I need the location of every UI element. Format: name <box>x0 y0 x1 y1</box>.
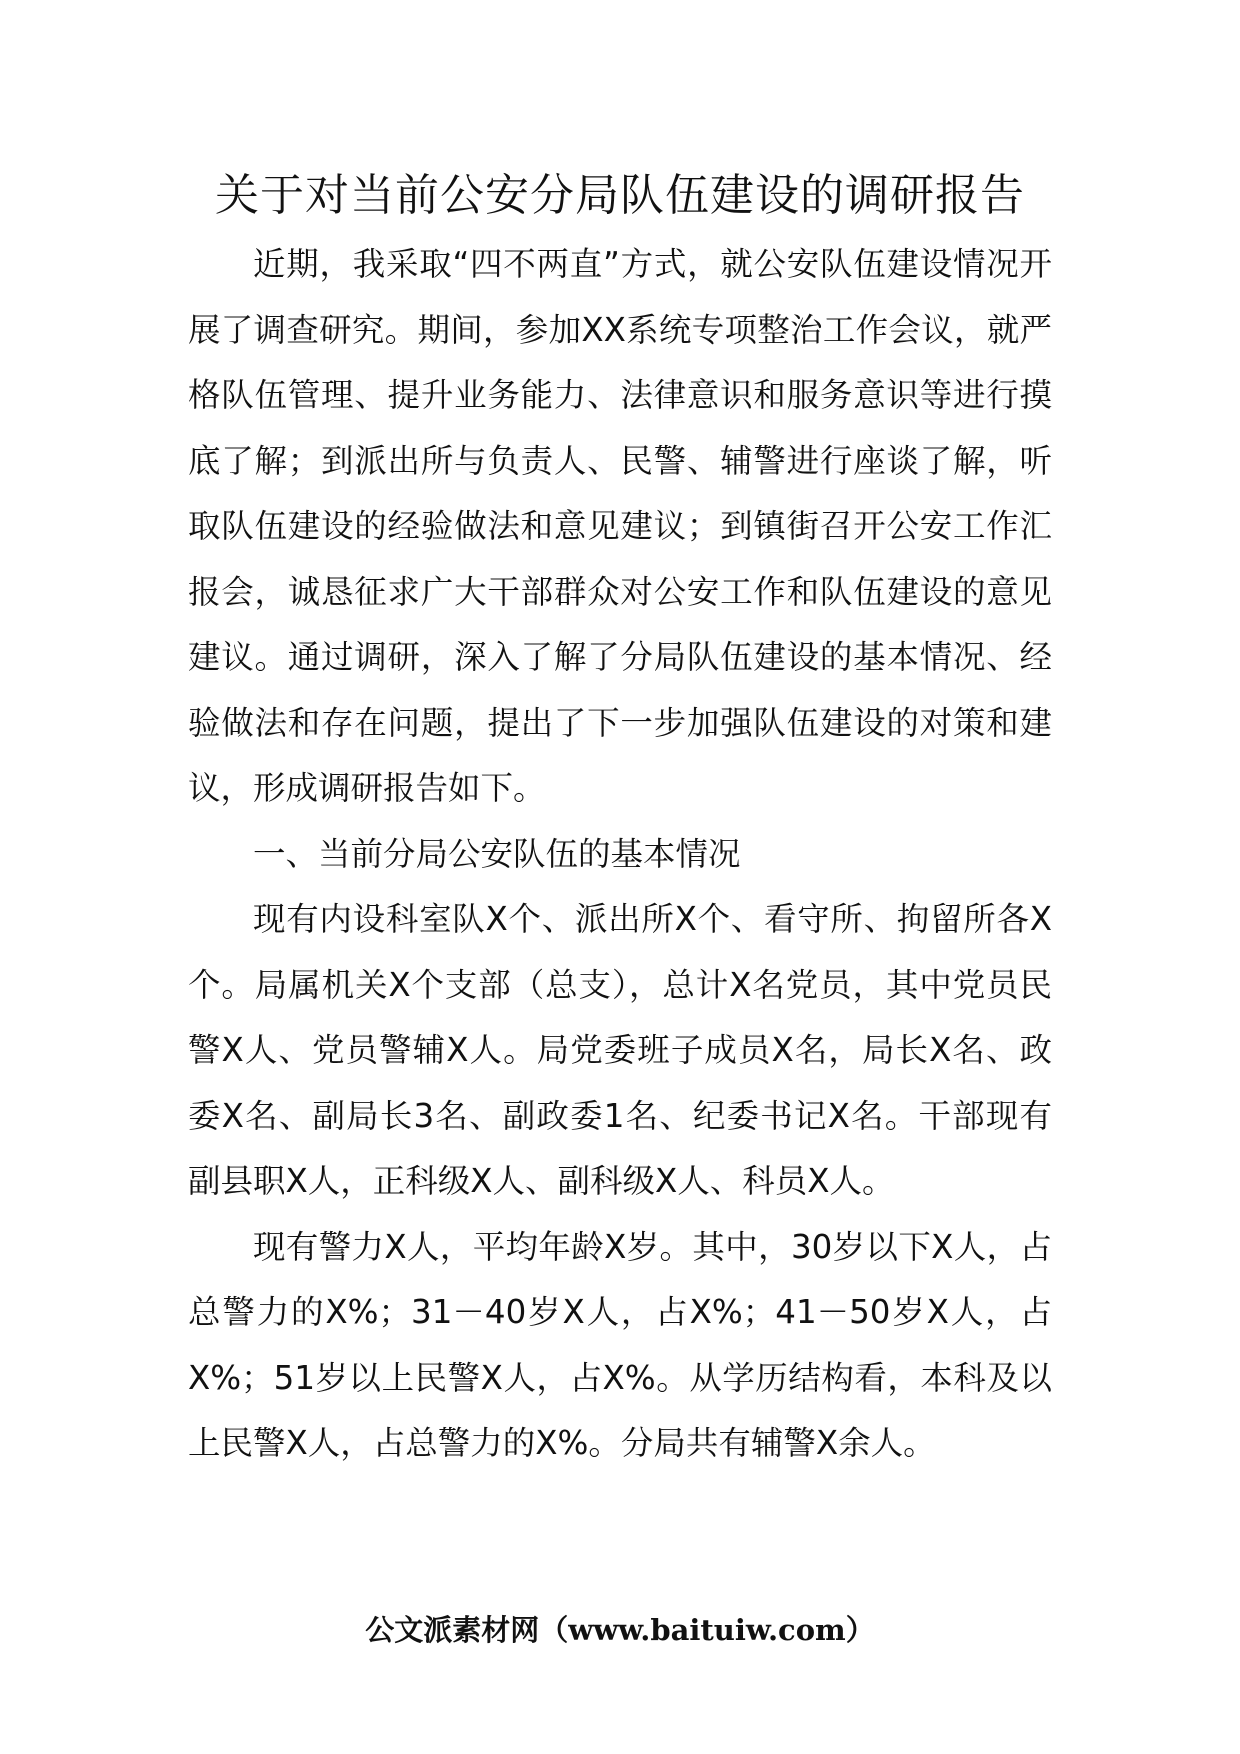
body-paragraph-organization: 现有内设科室队X个、派出所X个、看守所、拘留所各X个。局属机关X个支部（总支），总计X名党员，其中党员民警X人、党员警辅X人。局党委班子成员X名，局长X名、政委X名、副局长3名、副政委1名、纪委书记X名。干部现有副县职X人，正科级X人、副科级X人、科员X人。 <box>188 900 1052 1200</box>
intro-paragraph: 近期，我采取“四不两直”方式，就公安队伍建设情况开展了调查研究。期间，参加XX系统专项整治工作会议，就严格队伍管理、提升业务能力、法律意识和服务意识等进行摸底了解；到派出所与负责人、民警、辅警进行座谈了解，听取队伍建设的经验做法和意见建议；到镇街召开公安工作汇报会，诚恳征求广大干部群众对公安工作和队伍建设的意见建议。通过调研，深入了解了分局队伍建设的基本情况、经验做法和存在问题，提出了下一步加强队伍建设的对策和建议，形成调研报告如下。 <box>188 245 1052 807</box>
section-heading-1: 一、当前分局公安队伍的基本情况 <box>253 834 741 873</box>
body-paragraph-personnel: 现有警力X人，平均年龄X岁。其中，30岁以下X人，占总警力的X%；31－40岁X人，占X%；41－50岁X人，占X%；51岁以上民警X人，占X%。从学历结构看，本科及以上民警X人，占总警力的X%。分局共有辅警X余人。 <box>188 1227 1052 1462</box>
document-title: 关于对当前公安分局队伍建设的调研报告 <box>215 170 1025 221</box>
document-body <box>188 232 1052 1477</box>
footer-watermark: 公文派素材网（www.baituiw.com） <box>365 1613 875 1647</box>
